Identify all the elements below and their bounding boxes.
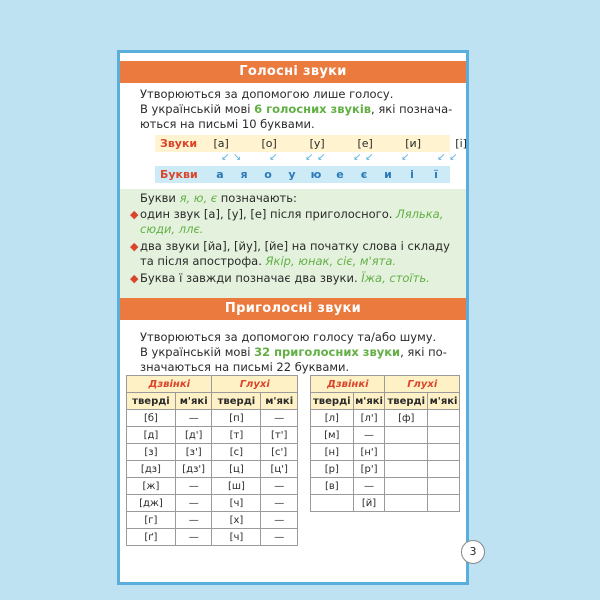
consonants-table-right: [310, 375, 460, 512]
table-cell: [ш]: [212, 478, 261, 495]
letter-cell: і: [410, 168, 414, 181]
letter-cell: а: [216, 168, 224, 181]
consonants-line1: Утворюються за допомогою голосу та/або шуму.: [140, 330, 437, 344]
table-cell: —: [261, 478, 298, 495]
table-cell: [385, 444, 428, 461]
page-number: 3: [461, 540, 485, 564]
arrow-icon: ↙: [269, 152, 278, 163]
table-cell: [с]: [212, 444, 261, 461]
table-cell: [ц]: [212, 461, 261, 478]
soft-subheader: м'які: [175, 393, 212, 410]
table-row: [127, 529, 298, 546]
bullet-icon: ◆: [130, 240, 139, 253]
arrow-icon: ↙: [317, 152, 326, 163]
table-cell: [р']: [353, 461, 385, 478]
bullet-item: ◆ Буква ї завжди позначає два звуки. Їжа, стоїть.: [130, 271, 430, 285]
voiced-header: Дзвінкі: [311, 376, 385, 393]
table-cell: [т]: [212, 427, 261, 444]
table-cell: [дж]: [127, 495, 176, 512]
consonants-description: [120, 330, 496, 375]
table-cell: —: [261, 512, 298, 529]
table-row: [311, 495, 460, 512]
table-cell: [ф]: [385, 410, 428, 427]
mapping-arrows: [155, 152, 458, 166]
table-cell: —: [175, 410, 212, 427]
table-row: [127, 461, 298, 478]
table-row: [311, 427, 460, 444]
table-cell: [ж]: [127, 478, 176, 495]
table-cell: [д]: [127, 427, 176, 444]
consonants-line2: В українській мові 32 приголосних звуки, які по-: [140, 345, 447, 359]
table-row: [127, 444, 298, 461]
hard-subheader: тверді: [127, 393, 176, 410]
soft-subheader: м'які: [261, 393, 298, 410]
table-cell: [428, 495, 460, 512]
table-cell: —: [175, 478, 212, 495]
table-cell: [428, 478, 460, 495]
textbook-page: [117, 50, 469, 585]
arrow-icon: ↘: [233, 152, 242, 163]
table-cell: [дз']: [175, 461, 212, 478]
table-cell: —: [175, 529, 212, 546]
table-cell: [в]: [311, 478, 354, 495]
letter-cell: є: [360, 168, 368, 181]
consonants-banner: Приголосні звуки: [120, 298, 466, 320]
arrow-icon: ↙: [365, 152, 374, 163]
soft-subheader: м'які: [428, 393, 460, 410]
table-cell: [н]: [311, 444, 354, 461]
bullet-icon: ◆: [130, 208, 139, 221]
letter-cell: ю: [310, 168, 322, 181]
table-cell: [385, 495, 428, 512]
sound-cell: [о]: [261, 137, 277, 150]
bullet-item: ◆ два звуки [йа], [йу], [йе] на початку слова і складу та після апострофа. Якір, юнак, сіє, м'ята.: [130, 239, 450, 268]
vowels-description: [120, 87, 496, 132]
table-cell: —: [261, 410, 298, 427]
table-cell: [р]: [311, 461, 354, 478]
table-cell: —: [175, 512, 212, 529]
table-cell: [й]: [353, 495, 385, 512]
letter-cell: ї: [434, 168, 438, 181]
letters-label: Букви: [160, 168, 198, 181]
sound-cell: [е]: [357, 137, 373, 150]
sound-cell: [а]: [213, 137, 229, 150]
table-row: [127, 427, 298, 444]
arrow-icon: ↙: [401, 152, 410, 163]
sounds-label: Звуки: [160, 137, 198, 150]
table-row: [127, 478, 298, 495]
hard-subheader: тверді: [385, 393, 428, 410]
vowels-banner: Голосні звуки: [120, 61, 466, 83]
letter-cell: у: [288, 168, 296, 181]
table-cell: [с']: [261, 444, 298, 461]
letter-cell: е: [336, 168, 344, 181]
info-intro: Букви я, ю, є позначають:: [140, 191, 297, 205]
table-cell: [428, 461, 460, 478]
letter-cell: я: [240, 168, 248, 181]
table-cell: [ґ]: [127, 529, 176, 546]
voiceless-header: Глухі: [385, 376, 460, 393]
arrow-icon: ↙: [437, 152, 446, 163]
vowels-line3: ються на письмі 10 буквами.: [140, 117, 315, 131]
bullet-icon: ◆: [130, 272, 139, 285]
table-cell: [ч]: [212, 495, 261, 512]
table-row: [127, 410, 298, 427]
table-cell: [г]: [127, 512, 176, 529]
table-row: [127, 495, 298, 512]
voiced-header: Дзвінкі: [127, 376, 212, 393]
table-cell: [т']: [261, 427, 298, 444]
table-cell: —: [261, 529, 298, 546]
table-cell: [з]: [127, 444, 176, 461]
hard-subheader: тверді: [311, 393, 354, 410]
voiceless-header: Глухі: [212, 376, 298, 393]
table-cell: [311, 495, 354, 512]
table-cell: [б]: [127, 410, 176, 427]
table-cell: [н']: [353, 444, 385, 461]
consonants-line3: значаються на письмі 22 буквами.: [140, 360, 350, 374]
table-cell: [х]: [212, 512, 261, 529]
sound-cell: [у]: [309, 137, 325, 150]
letters-row: [155, 166, 450, 183]
soft-subheader: м'які: [353, 393, 385, 410]
table-row: [311, 478, 460, 495]
table-cell: [д']: [175, 427, 212, 444]
table-row: [311, 444, 460, 461]
table-cell: [ч]: [212, 529, 261, 546]
table-row: [311, 461, 460, 478]
table-row: [311, 410, 460, 427]
table-cell: —: [353, 427, 385, 444]
consonants-table-left: [126, 375, 298, 546]
sound-cell: [і]: [455, 137, 467, 150]
table-cell: [дз]: [127, 461, 176, 478]
table-cell: [л]: [311, 410, 354, 427]
table-cell: [ц']: [261, 461, 298, 478]
table-cell: —: [261, 495, 298, 512]
table-row: [127, 512, 298, 529]
sound-cell: [и]: [405, 137, 421, 150]
table-cell: —: [175, 495, 212, 512]
letter-cell: и: [384, 168, 392, 181]
table-cell: [л']: [353, 410, 385, 427]
bullet-item: ◆ один звук [а], [у], [е] після приголосного. Лялька, сюди, ллє.: [130, 207, 444, 236]
table-cell: [м]: [311, 427, 354, 444]
arrow-icon: ↙: [353, 152, 362, 163]
sounds-row: [155, 135, 467, 152]
table-cell: —: [353, 478, 385, 495]
table-cell: [428, 410, 460, 427]
table-cell: [п]: [212, 410, 261, 427]
arrow-icon: ↙: [449, 152, 458, 163]
hard-subheader: тверді: [212, 393, 261, 410]
table-cell: [385, 461, 428, 478]
table-cell: [428, 444, 460, 461]
arrow-icon: ↙: [221, 152, 230, 163]
letter-cell: о: [264, 168, 272, 181]
vowels-line1: Утворюються за допомогою лише голосу.: [140, 87, 394, 101]
vowels-line2: В українській мові 6 голосних звуків, які познача-: [140, 102, 453, 116]
arrow-icon: ↙: [305, 152, 314, 163]
table-cell: [з']: [175, 444, 212, 461]
table-cell: [385, 478, 428, 495]
table-cell: [428, 427, 460, 444]
table-cell: [385, 427, 428, 444]
